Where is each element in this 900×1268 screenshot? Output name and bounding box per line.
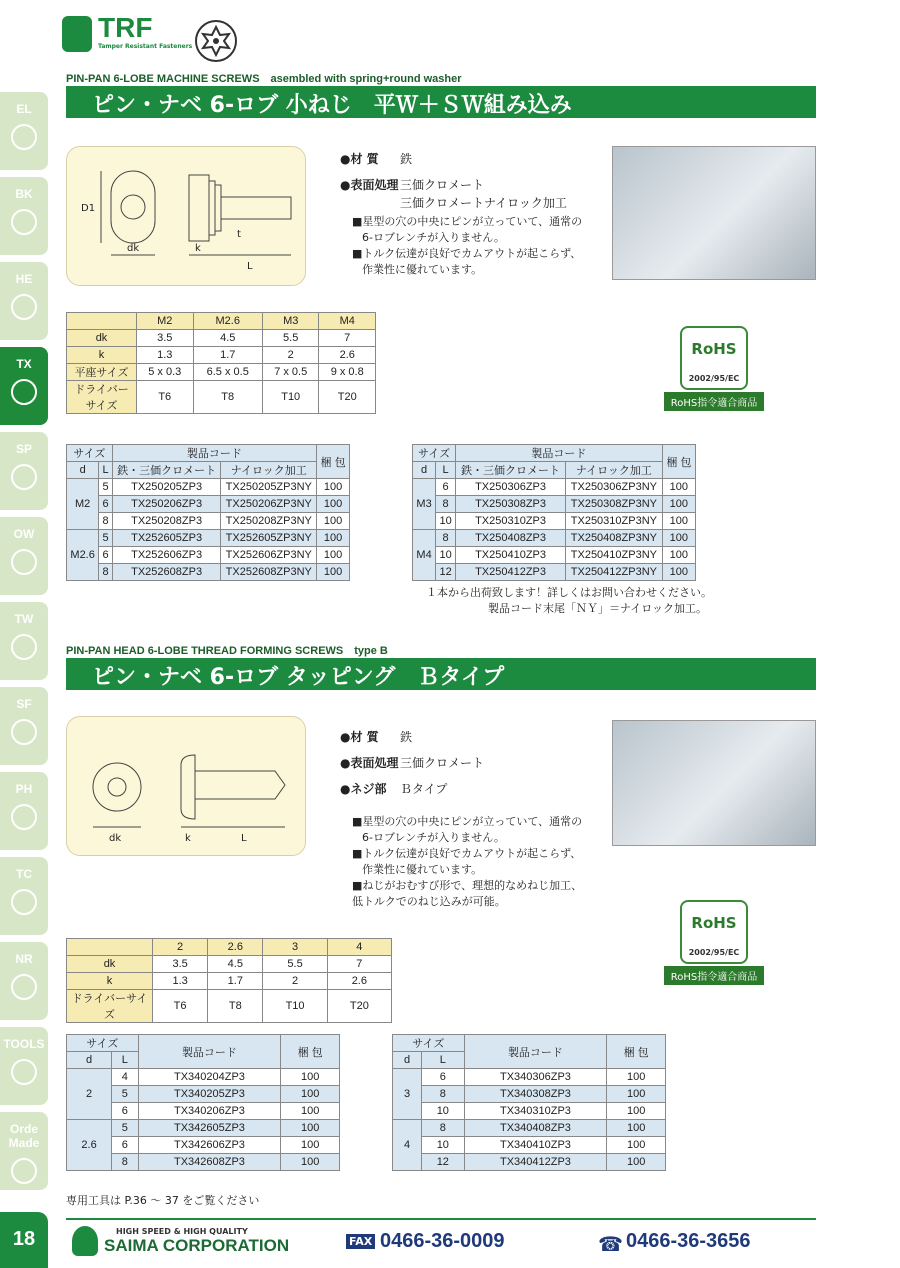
drive-type-icon: [11, 549, 37, 575]
table-row: M2.6 5 TX252605ZP3 TX252605ZP3NY 100: [67, 530, 350, 547]
table-row: 5 TX340205ZP3 100: [67, 1086, 340, 1103]
tool-note: 専用工具は P.36 ～ 37 をご覧ください: [66, 1194, 260, 1207]
product-photo: [612, 720, 816, 846]
table-row: 8 TX252608ZP3 TX252608ZP3NY 100: [67, 564, 350, 581]
sidebar-tab-label: EL: [16, 102, 32, 116]
d1-label: D1: [81, 203, 96, 214]
table-row: 12 TX250412ZP3 TX250412ZP3NY 100: [413, 564, 696, 581]
section2-product-table-left: サイズ 製品コード 梱 包 d L 2 4 TX340204ZP3 100 5 TX340205ZP3 100 6 TX340206ZP3 100 2.6 5 TX342605ZP3 100 6 TX342606ZP3 100 8 TX342608ZP3 100: [66, 1034, 340, 1171]
table-row: 6 TX250206ZP3 TX250206ZP3NY 100: [67, 496, 350, 513]
section2-product-table-right: サイズ 製品コード 梱 包 d L 3 6 TX340306ZP3 100 8 TX340308ZP3 100 10 TX340310ZP3 100 4 8 TX340408ZP3 100 10 TX340410ZP3 100 12 TX340412ZP3 100: [392, 1034, 666, 1171]
company-logo: [72, 1226, 98, 1256]
l-label: L: [241, 833, 247, 844]
table-row: 10 TX340410ZP3 100: [393, 1137, 666, 1154]
sidebar-tab[interactable]: [0, 602, 48, 680]
sidebar-tab-label: Orde Made: [8, 1122, 40, 1150]
table-row: 8 TX340308ZP3 100: [393, 1086, 666, 1103]
drive-type-icon: [11, 124, 37, 150]
section2-notes: ■星型の穴の中央にピンが立っていて、通常の 6-ロブレンチが入りません。 ■トルク伝達が良好でカムアウトが起こらず、 作業性に優れています。 ■ねじがおむすび形で、理想的なめねじ加工、 低トルクでのねじ込みが可能。: [352, 815, 583, 908]
sidebar-tab[interactable]: [0, 177, 48, 255]
table-row: 10 TX250310ZP3 TX250310ZP3NY 100: [413, 513, 696, 530]
sidebar-tab[interactable]: [0, 92, 48, 170]
sidebar-tab[interactable]: [0, 432, 48, 510]
section1-subtitle: PIN-PAN 6-LOBE MACHINE SCREWS asembled with spring+round washer: [66, 73, 462, 85]
section1-dimension-table: M2 M2.6 M3 M4 dk 3.5 4.5 5.5 7 k 1.3 1.7 2 2.6 平座サイズ 5 x 0.3 6.5 x 0.5 7 x 0.5 9 x 0.8 ドライバーサイズ T6 T8 T10 T20: [66, 312, 376, 414]
sidebar-tab[interactable]: [0, 857, 48, 935]
drive-type-icon: [11, 634, 37, 660]
page-number-tab: [0, 1212, 48, 1268]
sidebar-tab[interactable]: [0, 1027, 48, 1105]
section2-spec: ●材 質 鉄 ●表面処理 三価クロメート ●ネジ部 Ｂタイプ: [340, 730, 485, 796]
phone-number: 0466-36-3656: [626, 1230, 751, 1252]
drive-type-icon: [11, 1059, 37, 1085]
product-photo: [612, 146, 816, 280]
section1-title: ピン・ナベ 6-ロブ 小ねじ 平Ｗ＋ＳＷ組み込み: [66, 86, 816, 118]
table-row: 10 TX340310ZP3 100: [393, 1103, 666, 1120]
dk-label: dk: [109, 833, 122, 844]
table-row: 8 TX342608ZP3 100: [67, 1154, 340, 1171]
section2-subtitle: PIN-PAN HEAD 6-LOBE THREAD FORMING SCREWS type B: [66, 645, 388, 657]
phone-icon: ☎: [598, 1232, 623, 1256]
page-number: 18: [12, 1228, 36, 1250]
section1-product-table-right: サイズ 製品コード 梱 包 d L 鉄・三価クロメート ナイロック加工 M3 6 TX250306ZP3 TX250306ZP3NY 100 8 TX250308ZP3 TX250308ZP3NY 100 10 TX250310ZP3 TX250310ZP3NY 100 M4 8 TX250408ZP3 TX250408ZP3NY 100 10 TX250410ZP3 TX250410ZP3NY 100 12 TX250412ZP3 TX250412ZP3NY 100: [412, 444, 696, 581]
table-row: 8 TX250308ZP3 TX250308ZP3NY 100: [413, 496, 696, 513]
dk-label: dk: [127, 243, 140, 254]
section1-footnote-2: 製品コード末尾「ＮＹ」＝ナイロック加工。: [488, 602, 708, 615]
table-row: M2 5 TX250205ZP3 TX250205ZP3NY 100: [67, 479, 350, 496]
drive-type-icon: [11, 464, 37, 490]
sidebar-tab[interactable]: [0, 1112, 48, 1190]
fax-number: 0466-36-0009: [380, 1230, 505, 1252]
table-row: 3 6 TX340306ZP3 100: [393, 1069, 666, 1086]
sidebar-tab-label: BK: [15, 187, 33, 201]
section1-notes: ■星型の穴の中央にピンが立っていて、通常の 6-ロブレンチが入りません。 ■トルク伝達が良好でカムアウトが起こらず、 作業性に優れています。: [352, 215, 583, 276]
table-row: M3 6 TX250306ZP3 TX250306ZP3NY 100: [413, 479, 696, 496]
sidebar-tab-label: OW: [13, 527, 35, 541]
tagline: HIGH SPEED & HIGH QUALITY: [116, 1227, 248, 1236]
table-row: 4 8 TX340408ZP3 100: [393, 1120, 666, 1137]
table-row: 6 TX340206ZP3 100: [67, 1103, 340, 1120]
sidebar-tab[interactable]: [0, 347, 48, 425]
sidebar-tab[interactable]: [0, 262, 48, 340]
table-row: M4 8 TX250408ZP3 TX250408ZP3NY 100: [413, 530, 696, 547]
drive-type-icon: [11, 294, 37, 320]
drive-type-icon: [11, 889, 37, 915]
table-row: 10 TX250410ZP3 TX250410ZP3NY 100: [413, 547, 696, 564]
sidebar-tab-label: TOOLS: [3, 1037, 45, 1051]
section1-footnote-1: １本から出荷致します！詳しくはお問い合わせください。: [426, 586, 712, 599]
drive-type-icon: [11, 974, 37, 1000]
table-row: 2.6 5 TX342605ZP3 100: [67, 1120, 340, 1137]
sidebar-tab-label: TW: [14, 612, 34, 626]
sidebar-tab[interactable]: [0, 942, 48, 1020]
rohs-badge: RoHS 2002/95/EC RoHS指令適合商品: [664, 900, 764, 985]
sidebar-tab[interactable]: [0, 772, 48, 850]
table-row: 6 TX342606ZP3 100: [67, 1137, 340, 1154]
six-lobe-icon: [193, 18, 239, 64]
sidebar-tab-label: SP: [15, 442, 32, 456]
drive-type-icon: [11, 719, 37, 745]
section1-diagram: [66, 146, 306, 286]
drive-type-icon: [11, 1158, 37, 1184]
logo: TRF Tamper Resistant Fasteners: [62, 16, 180, 54]
table-row: 12 TX340412ZP3 100: [393, 1154, 666, 1171]
table-row: 2 4 TX340204ZP3 100: [67, 1069, 340, 1086]
company-name: SAIMA CORPORATION: [104, 1236, 290, 1255]
fax-icon: FAX: [346, 1234, 375, 1249]
drive-type-icon: [11, 379, 37, 405]
sidebar-tab-label: SF: [16, 697, 32, 711]
t-label: t: [237, 229, 241, 240]
sidebar-tab-label: HE: [15, 272, 33, 286]
drive-type-icon: [11, 804, 37, 830]
rohs-badge: RoHS 2002/95/EC RoHS指令適合商品: [664, 326, 764, 411]
k-label: k: [185, 833, 191, 844]
table-row: 8 TX250208ZP3 TX250208ZP3NY 100: [67, 513, 350, 530]
table-row: 6 TX252606ZP3 TX252606ZP3NY 100: [67, 547, 350, 564]
sidebar-tab[interactable]: [0, 687, 48, 765]
k-label: k: [195, 243, 201, 254]
sidebar-tab-label: NR: [15, 952, 33, 966]
footer-rule: [66, 1218, 816, 1220]
section2-dimension-table: 2 2.6 3 4 dk 3.5 4.5 5.5 7 k 1.3 1.7 2 2.6 ドライバーサイズ T6 T8 T10 T20: [66, 938, 392, 1023]
sidebar-tab-label: TC: [16, 867, 32, 881]
sidebar-tab-label: TX: [16, 357, 32, 371]
drive-type-icon: [11, 209, 37, 235]
section1-product-table-left: サイズ 製品コード 梱 包 d L 鉄・三価クロメート ナイロック加工 M2 5 TX250205ZP3 TX250205ZP3NY 100 6 TX250206ZP3 TX250206ZP3NY 100 8 TX250208ZP3 TX250208ZP3NY 100 M2.6 5 TX252605ZP3 TX252605ZP3NY 100 6 TX252606ZP3 TX252606ZP3NY 100 8 TX252608ZP3 TX252608ZP3NY 100: [66, 444, 350, 581]
section2-title: ピン・ナベ 6-ロブ タッピング Ｂタイプ: [66, 658, 816, 690]
section2-diagram: [66, 716, 306, 856]
sidebar-tab[interactable]: [0, 517, 48, 595]
sidebar-tab-label: PH: [15, 782, 33, 796]
l-label: L: [247, 261, 253, 272]
section1-spec: ●材 質 鉄 ●表面処理 三価クロメート 三価クロメートナイロック加工: [340, 152, 567, 210]
